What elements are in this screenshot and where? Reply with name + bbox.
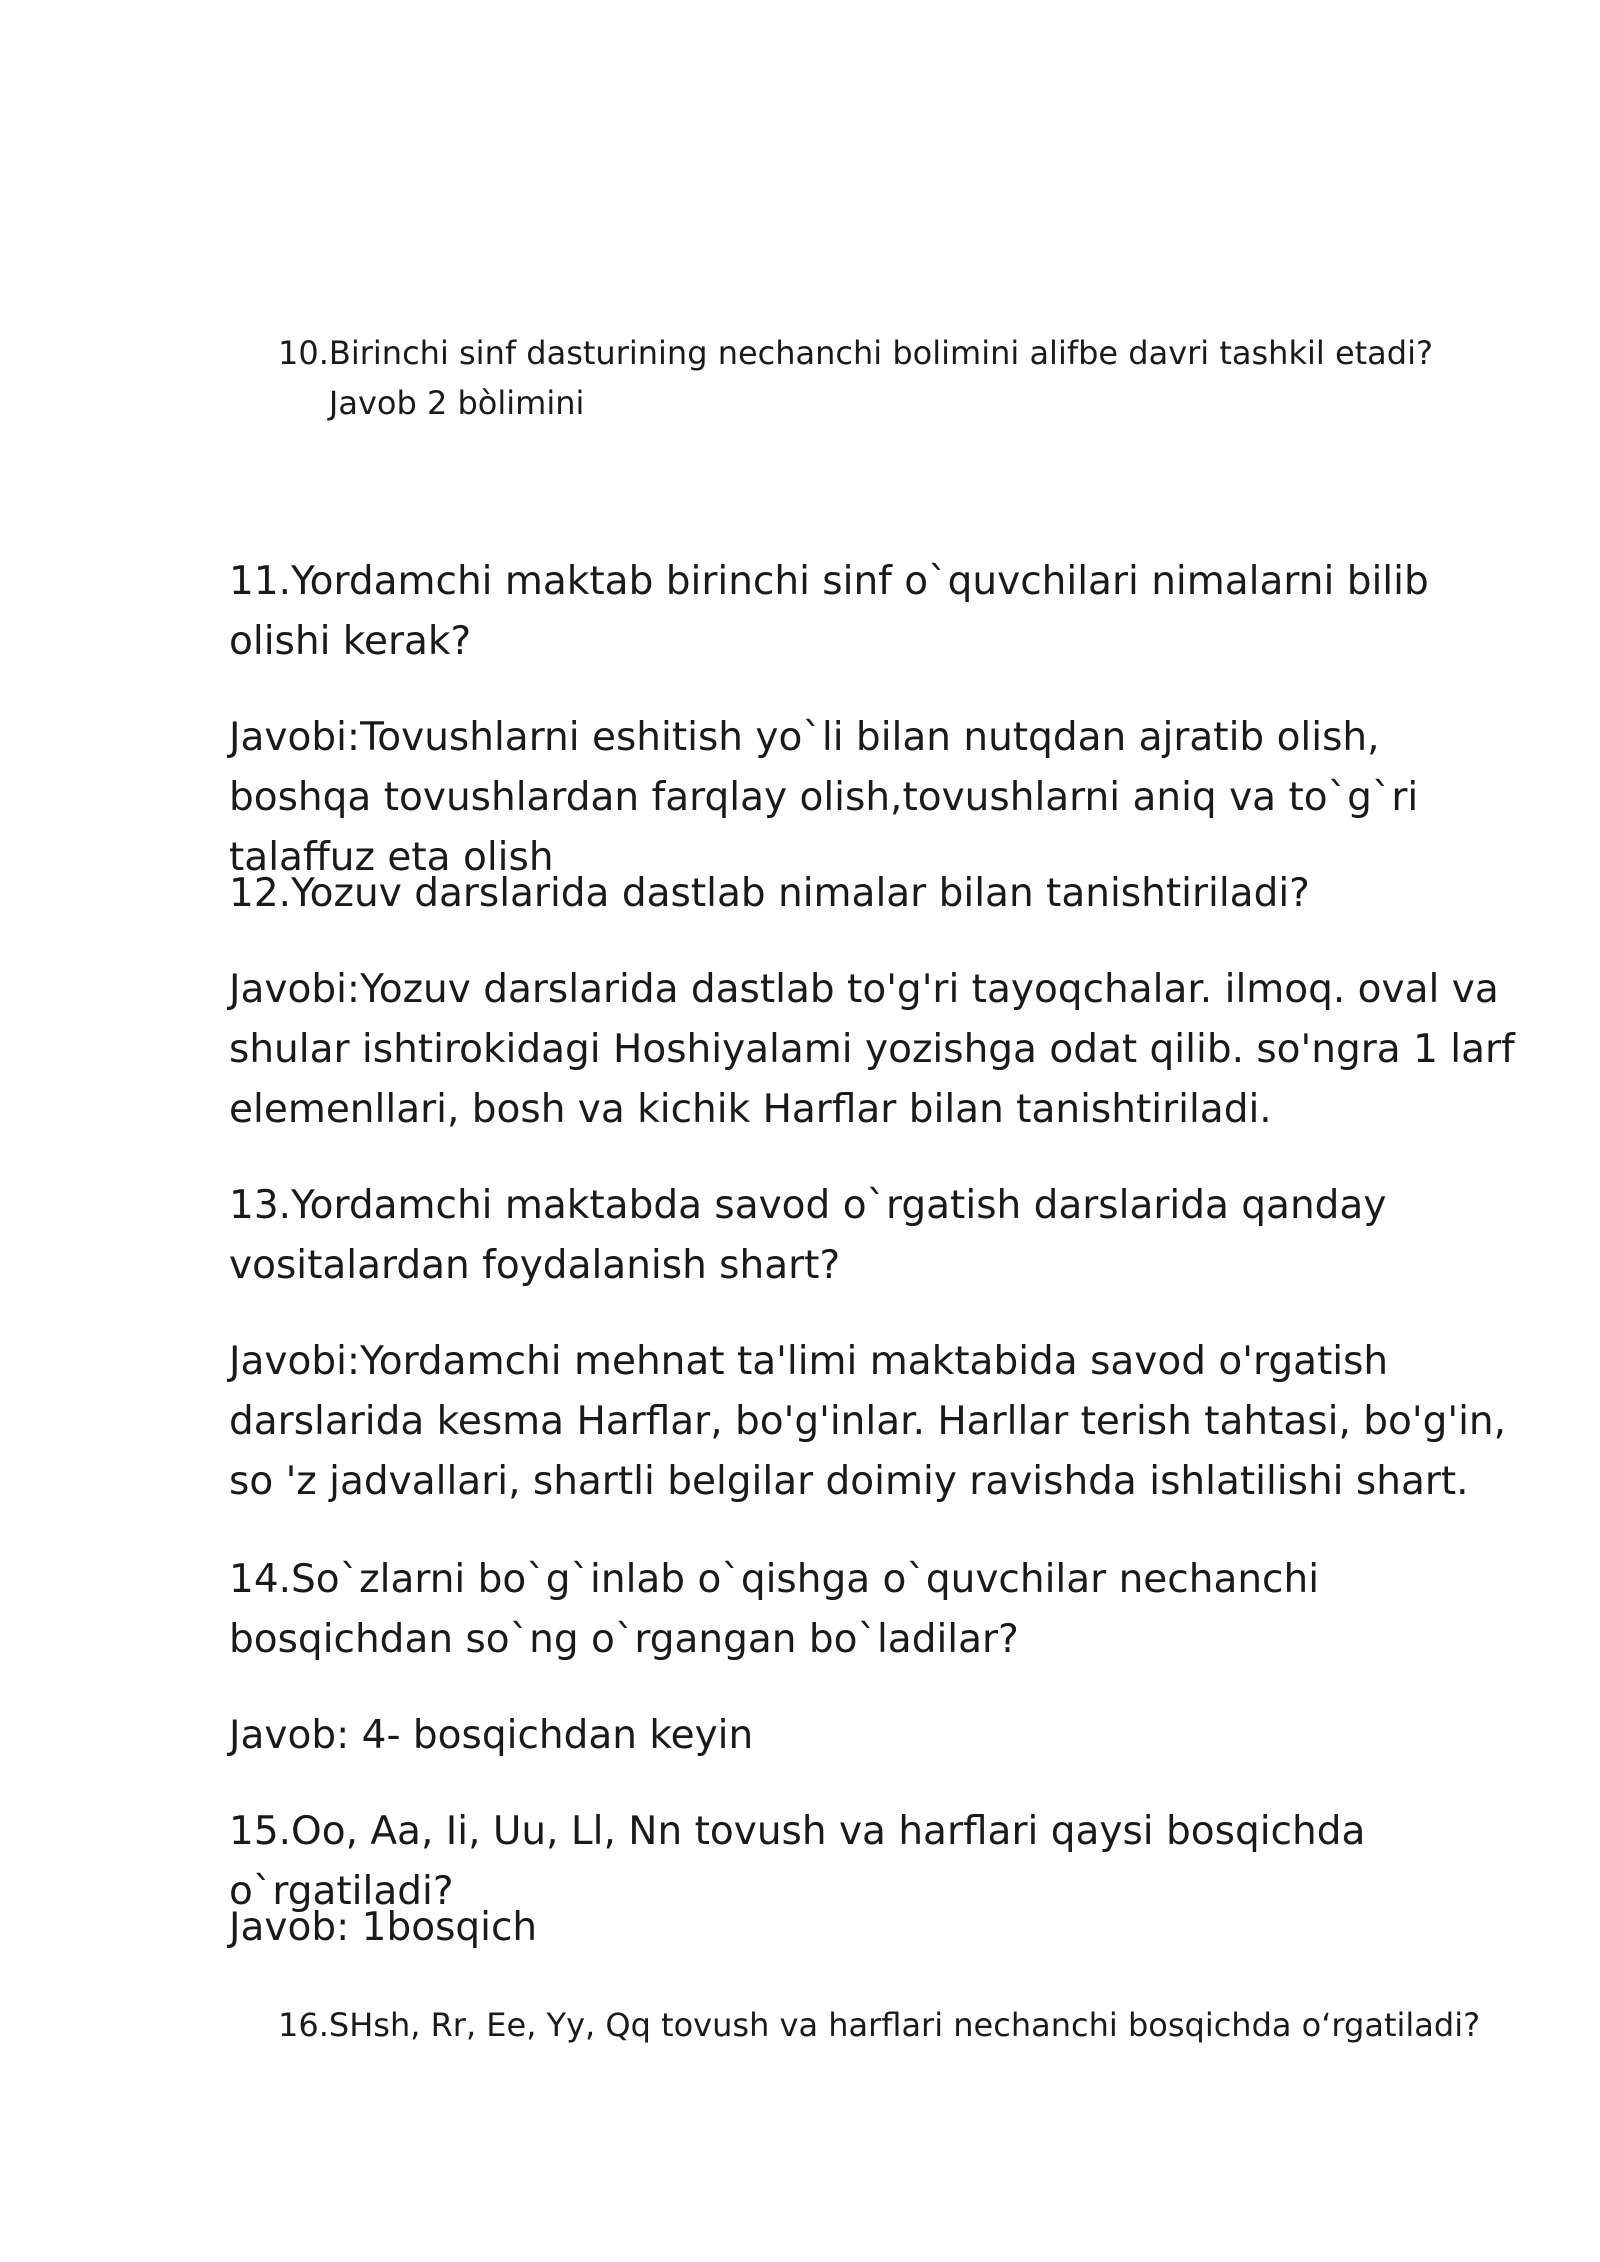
answer-15	[229, 1898, 1519, 1958]
answer-15-text: Javob: 1bosqich	[229, 1905, 538, 1950]
answer-13-text: Javobi:Yordamchi mehnat ta'limi maktabida savod o'rgatish darslarida kesma Harflar, bo'g'inlar. Harllar terish tahtasi, bo'g'in, so 'z jadvallari, shartli belgilar doimiy ravishda ishlatilishi shart.	[229, 1339, 1507, 1504]
question-10-text: Birinchi sinf dasturining nechanchi bolimini alifbe davri tashkil etadi? Javob 2 bòlimini	[328, 334, 1433, 422]
question-16-text: SHsh, Rr, Ee, Yy, Qq tovush va harflari nechanchi bosqichda o‘rgatiladi?	[328, 2006, 1481, 2044]
question-12-text: 12.Yozuv darslarida dastlab nimalar bilan tanishtiriladi?	[229, 871, 1310, 916]
answer-12-text: Javobi:Yozuv darslarida dastlab to'g'ri tayoqchalar. ilmoq. oval va shular ishtirokidagi Hoshiyalami yozishga odat qilib. so'ngra 1 larf elemenllari, bosh va kichik Harflar bilan tanishtiriladi.	[229, 967, 1515, 1132]
question-11	[229, 552, 1519, 672]
question-15-text: 15.Oo, Aa, Ii, Uu, Ll, Nn tovush va harflari qaysi bosqichda o`rgatiladi?	[229, 1809, 1366, 1914]
question-16	[278, 2000, 1498, 2050]
question-14-text: 14.So`zlarni bo`g`inlab o`qishga o`quvchilar nechanchi bosqichdan so`ng o`rgangan bo`ladilar?	[229, 1557, 1320, 1662]
question-10-number: 10.	[278, 334, 329, 372]
answer-13	[229, 1332, 1519, 1512]
answer-12	[229, 960, 1519, 1140]
question-10	[278, 328, 1498, 428]
question-12	[229, 864, 1519, 924]
answer-11-text: Javobi:Tovushlarni eshitish yo`li bilan nutqdan ajratib olish, boshqa tovushlardan farqlay olish,tovushlarni aniq va to`g`ri talaffuz eta olish	[229, 715, 1419, 880]
question-14	[229, 1550, 1519, 1670]
question-13-text: 13.Yordamchi maktabda savod o`rgatish darslarida qanday vositalardan foydalanish shart?	[229, 1183, 1387, 1288]
question-13	[229, 1176, 1519, 1296]
answer-14-text: Javob: 4- bosqichdan keyin	[229, 1713, 754, 1758]
question-11-text: 11.Yordamchi maktab birinchi sinf o`quvchilari nimalarni bilib olishi kerak?	[229, 559, 1429, 664]
answer-14	[229, 1706, 1519, 1766]
answer-11	[229, 708, 1519, 888]
question-16-number: 16.	[278, 2006, 329, 2044]
